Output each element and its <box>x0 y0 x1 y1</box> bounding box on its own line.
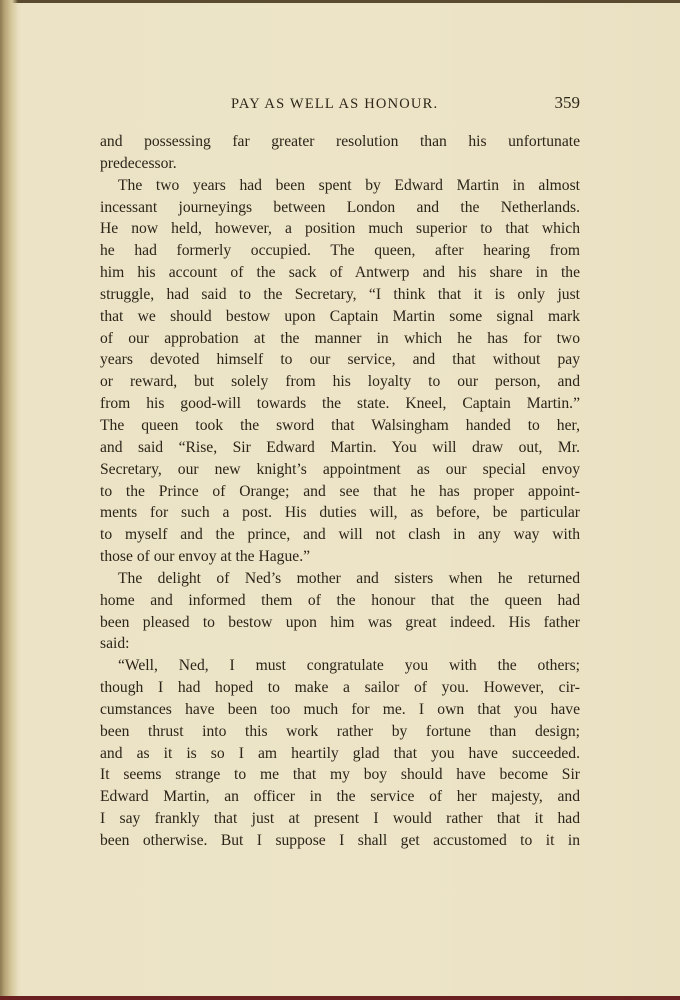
text-line: The two years had been spent by Edward Martin in almost <box>118 176 580 194</box>
page-number: 359 <box>554 93 580 112</box>
text-line: from his good-will towards the state. Kneel, Captain Martin.” <box>100 395 580 413</box>
page-header <box>100 93 580 118</box>
text-line: predecessor. <box>100 154 177 172</box>
text-line: he had formerly occupied. The queen, after hearing from <box>100 242 580 260</box>
text-line: The delight of Ned’s mother and sisters when he returned <box>118 569 580 587</box>
text-line: of our approbation at the manner in which he has for two <box>100 329 580 347</box>
text-line: been pleased to bestow upon him was great indeed. His father <box>100 613 580 631</box>
body-text <box>100 131 580 852</box>
text-line: and possessing far greater resolution than his unfortunate <box>100 133 580 150</box>
text-line: He now held, however, a position much superior to that which <box>100 220 580 238</box>
text-line: been otherwise. But I suppose I shall get accustomed to it in <box>100 832 580 849</box>
text-line: Edward Martin, an officer in the service of her majesty, and <box>100 788 580 806</box>
text-line: Secretary, our new knight’s appointment as our special envoy <box>100 460 580 478</box>
text-line: home and informed them of the honour that the queen had <box>100 591 580 609</box>
text-line: said: <box>100 635 130 653</box>
text-line: been thrust into this work rather by fortune than design; <box>100 722 580 740</box>
text-line: struggle, had said to the Secretary, “I think that it is only just <box>100 285 580 303</box>
text-line: ments for such a post. His duties will, as before, be particular <box>100 504 580 522</box>
text-line: It seems strange to me that my boy should have become Sir <box>100 766 580 784</box>
page-bottom-edge <box>0 996 680 1000</box>
text-line: years devoted himself to our service, and that without pay <box>100 351 580 369</box>
text-line: though I had hoped to make a sailor of you. However, cir- <box>100 679 580 697</box>
page-top-edge <box>0 0 680 3</box>
page-binding-shadow <box>0 0 18 1000</box>
text-line: those of our envoy at the Hague.” <box>100 548 311 566</box>
text-line: “Well, Ned, I must congratulate you with the others; <box>118 657 580 675</box>
text-line: or reward, but solely from his loyalty to our person, and <box>100 373 580 391</box>
text-line: and said “Rise, Sir Edward Martin. You will draw out, Mr. <box>100 438 580 456</box>
text-line: The queen took the sword that Walsingham handed to her, <box>100 416 580 434</box>
text-line: to myself and the prince, and will not clash in any way with <box>100 526 580 544</box>
text-line: I say frankly that just at present I would rather that it had <box>100 810 580 828</box>
text-line: and as it is so I am heartily glad that you have succeeded. <box>100 744 580 762</box>
running-title: PAY AS WELL AS HONOUR. <box>231 96 439 112</box>
text-line: that we should bestow upon Captain Martin some signal mark <box>100 307 580 325</box>
text-line: him his account of the sack of Antwerp and his share in the <box>100 264 580 282</box>
text-line: cumstances have been too much for me. I own that you have <box>100 700 580 718</box>
text-line: to the Prince of Orange; and see that he has proper appoint- <box>100 482 580 500</box>
text-line: incessant journeyings between London and the Netherlands. <box>100 198 580 216</box>
